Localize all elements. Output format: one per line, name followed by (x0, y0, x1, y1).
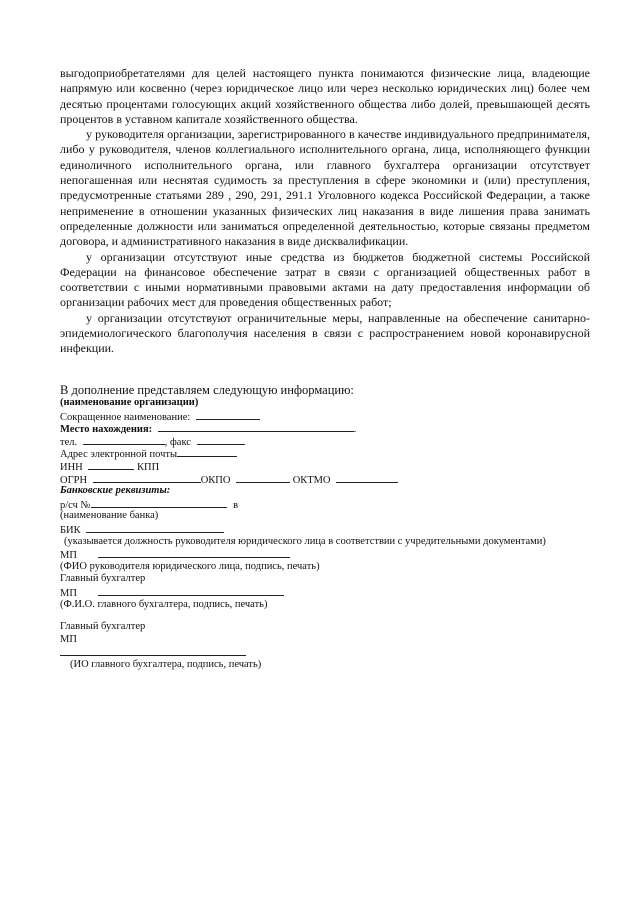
phone-fax-row (60, 435, 600, 448)
mp2-label: МП (60, 587, 77, 599)
spacer (60, 611, 600, 621)
chief-accountant-2: Главный бухгалтер (60, 621, 146, 633)
paragraph-criminal-record: у руководителя организации, зарегистрированного в качестве индивидуального предпринимателя, либо у руководителя, членов коллегиального исполнительного органа, лица, исполняющего функции единоличного исполнительного органа, или главного бухгалтера организации отсутствует непогашенная или неснятая судимость за преступления в сфере экономики и (или) преступления, предусмотренные статьями 289 , 290, 291, 291.1 Уголовного кодекса Российской Федерации, а также неприменение в отношении указанных физических лиц наказания в виде лишения права занимать определенные должности или заниматься определенной деятельностью, которые связаны предметом договора, и административного наказания в виде дисквалификации. (60, 127, 590, 249)
chief-acc-io-caption: (ИО главного бухгалтера, подпись, печать) (70, 658, 262, 670)
inn-kpp-row (60, 460, 600, 473)
mp1-label: МП (60, 550, 77, 562)
chief-acc-signature-line (98, 586, 284, 596)
account-field (91, 498, 227, 508)
bik-row (60, 523, 600, 536)
ogrn-field (93, 473, 201, 483)
paragraph-beneficiaries: выгодоприобретателями для целей настоящего пункта понимаются физические лица, владеющие напрямую или косвенно (через юридическое лицо или через несколько юридических лиц) более чем десятью процентами голосующих акций хозяйственного общества либо долей, превышающей десять процентов в уставном капитале хозяйственного общества. (60, 66, 590, 126)
org-name-caption: (наименование организации) (60, 397, 199, 408)
location-label: Место нахождения: (60, 424, 153, 436)
fax-label: , факс (164, 436, 191, 448)
mp3-label: МП (60, 633, 77, 645)
inn-field (88, 460, 134, 470)
mp2-row (60, 586, 600, 599)
oktmo-label: ОКТМО (292, 474, 331, 486)
chief-accountant-1: Главный бухгалтер (60, 573, 146, 585)
account-in-label: в (233, 499, 239, 511)
intro-line: В дополнение представляем следующую информацию: (60, 383, 354, 397)
chief-acc-io-signature-line (60, 646, 246, 656)
email-label: Адрес электронной почты (60, 449, 178, 461)
chief-acc-fio-caption: (Ф.И.О. главного бухгалтера, подпись, печать) (60, 598, 268, 610)
account-label: р/сч № (60, 499, 91, 511)
bank-name-caption: (наименование банка) (60, 510, 159, 522)
chief-acc-io-line-row (60, 646, 600, 659)
location-row (60, 422, 600, 435)
short-name-label: Сокращенное наименование: (60, 411, 191, 423)
oktmo-field (336, 473, 398, 483)
head-fio-caption: (ФИО руководителя юридического лица, подпись, печать) (60, 560, 320, 572)
paragraph-restrictions: у организации отсутствуют ограничительные меры, направленные на обеспечение санитарно-эпидемиологического благополучия населения в связи с распространением новой коронавирусной инфекции. (60, 310, 590, 356)
email-row (60, 447, 600, 460)
kpp-label: КПП (137, 461, 160, 473)
account-row (60, 498, 600, 511)
additional-info-form (60, 383, 600, 671)
short-name-row (60, 410, 600, 423)
bik-label: БИК (60, 524, 81, 536)
location-field (158, 422, 354, 432)
fax-field (197, 435, 245, 445)
head-signature-line (98, 548, 290, 558)
ogrn-row (60, 473, 600, 486)
okpo-field (236, 473, 290, 483)
head-position-caption: (указывается должность руководителя юридического лица в соответствии с учредительными документами) (64, 535, 546, 547)
inn-label: ИНН (60, 461, 83, 473)
conditions-text (60, 66, 590, 357)
mp1-row (60, 548, 600, 561)
ogrn-label: ОГРН (60, 474, 88, 486)
tel-label: тел. (60, 436, 78, 448)
tel-field (83, 435, 165, 445)
short-name-field (196, 410, 260, 420)
bank-details-heading: Банковские реквизиты: (60, 485, 171, 497)
bik-field (86, 523, 224, 533)
location-end: . (353, 424, 357, 436)
paragraph-budget-funds: у организации отсутствуют иные средства из бюджетов бюджетной системы Российской Федерации на финансовое обеспечение затрат в связи с организацией общественных работ в соответствии с иными нормативными правовыми актами на дату предоставления информации об организации рабочих мест для проведения общественных работ; (60, 249, 590, 310)
email-field (177, 447, 237, 457)
okpo-label: ОКПО (200, 474, 231, 486)
